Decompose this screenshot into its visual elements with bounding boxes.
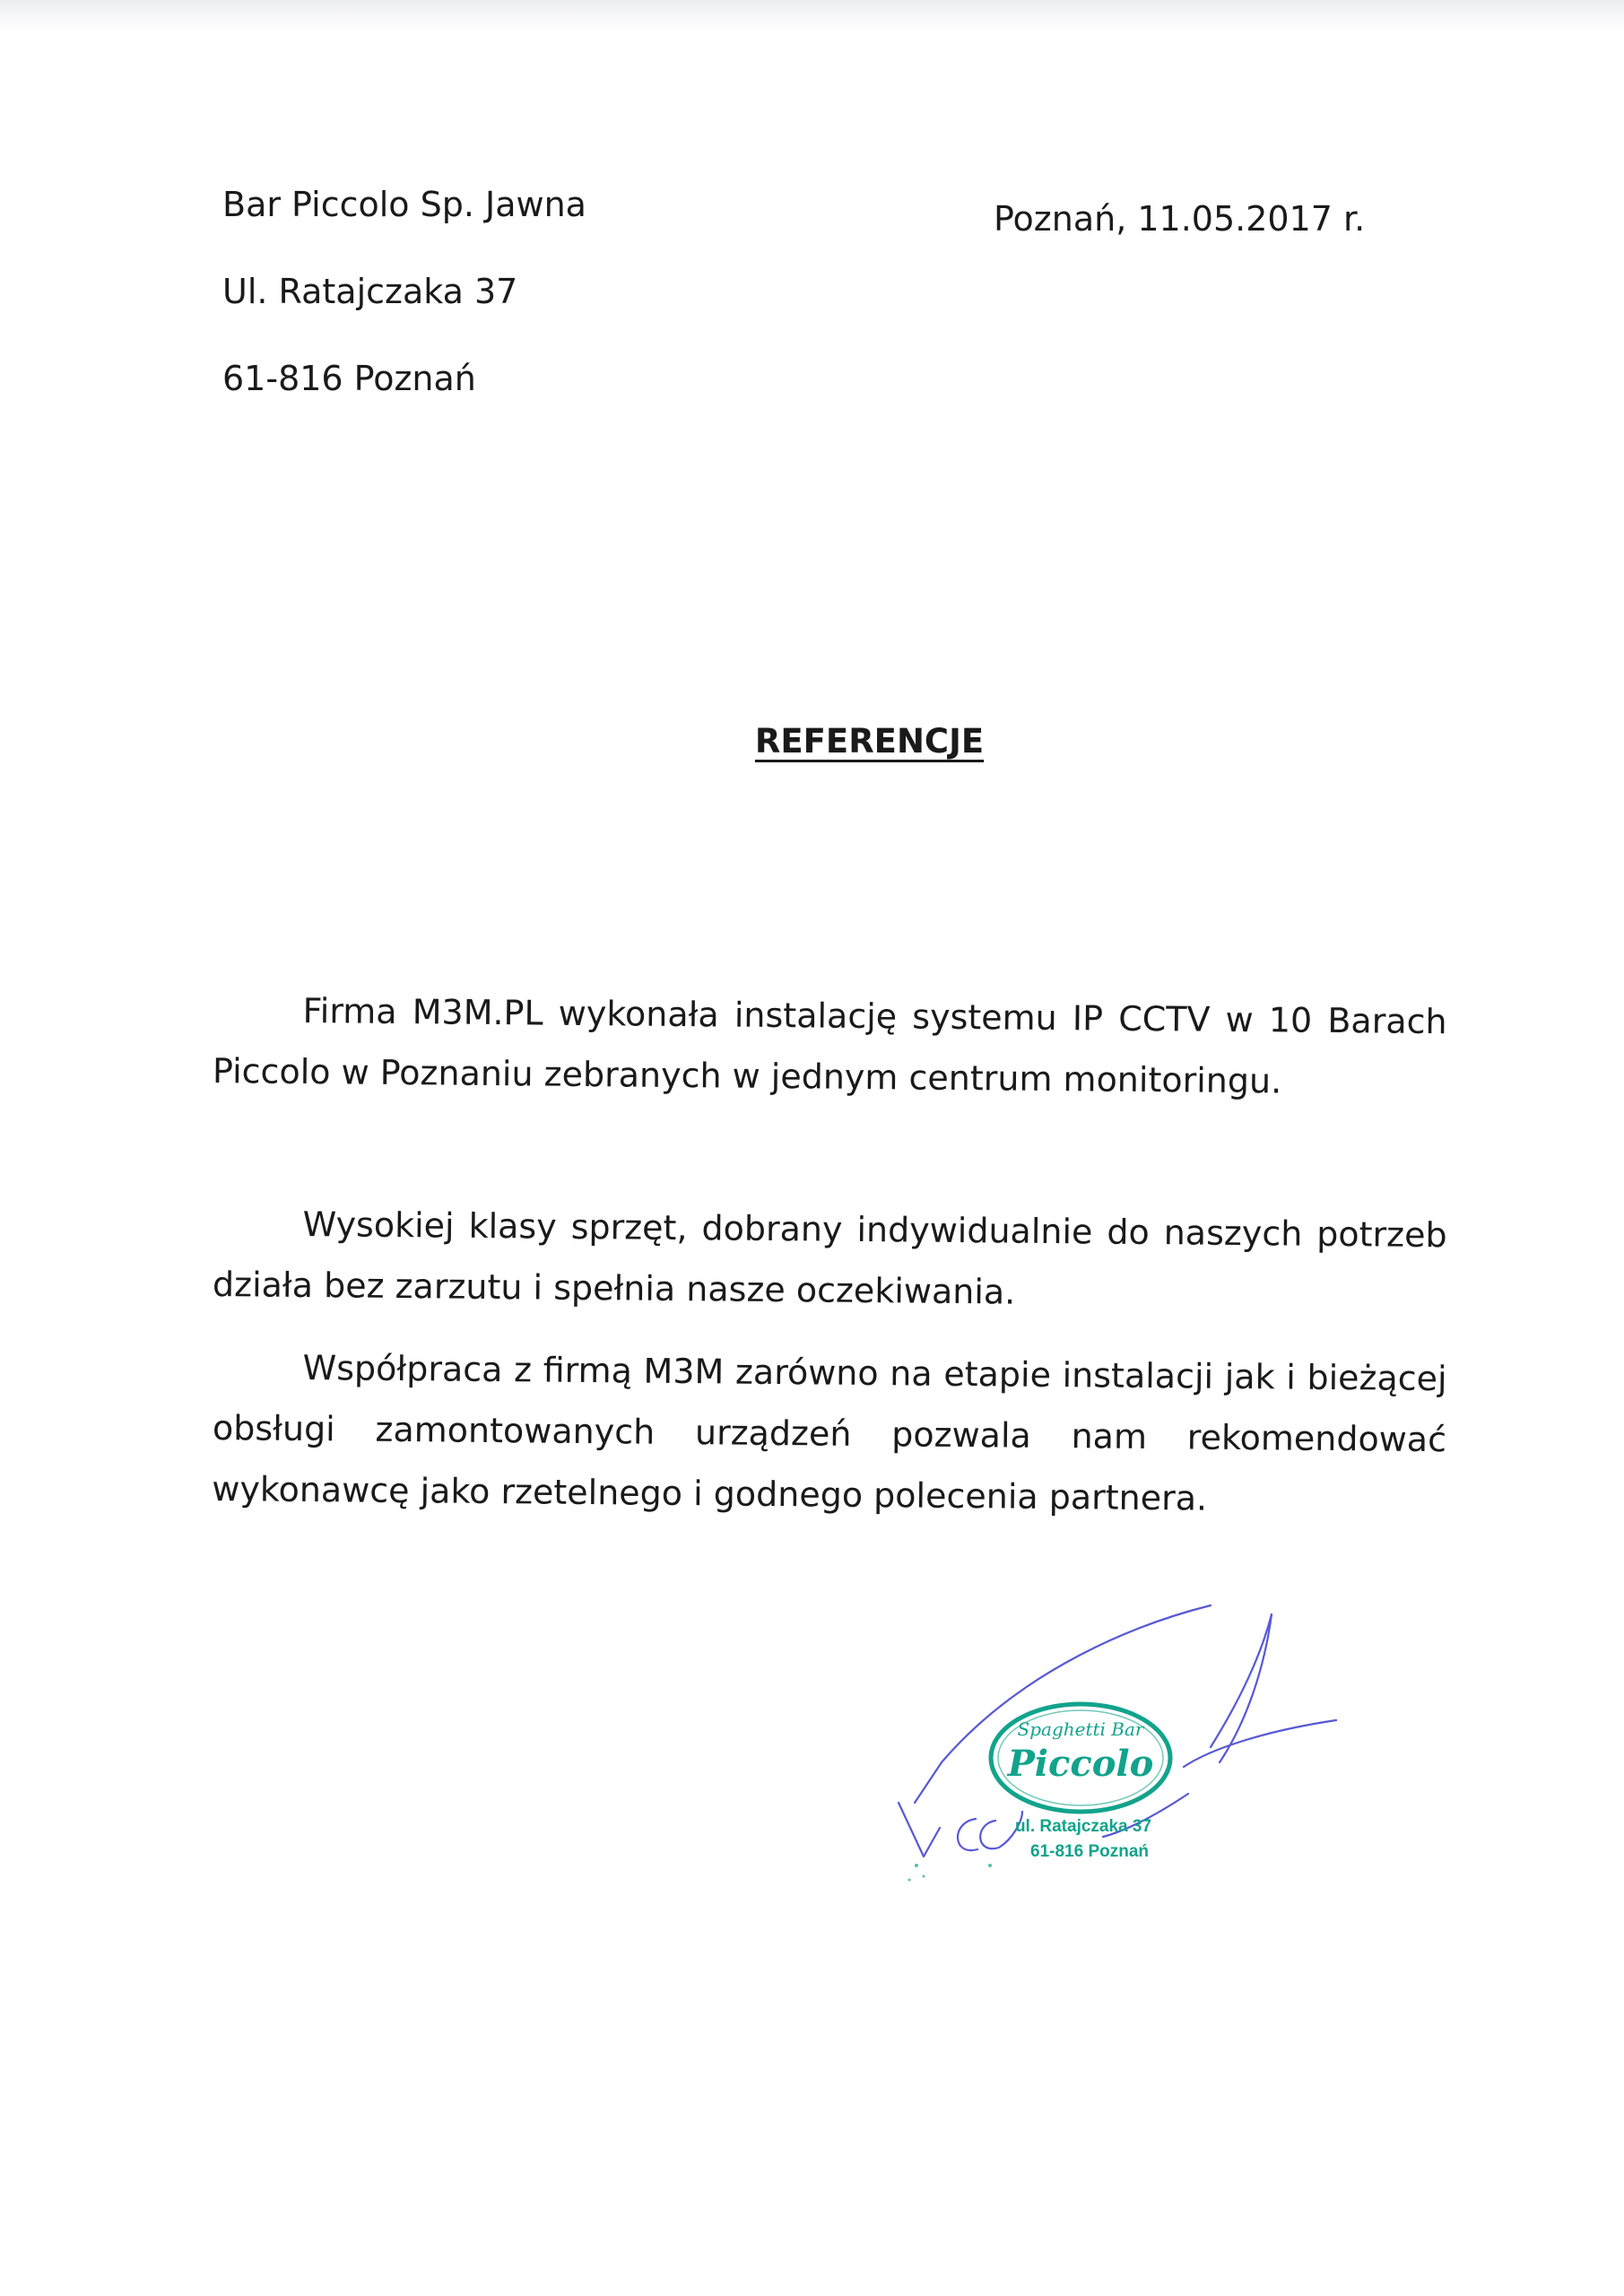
sender-city: 61-816 Poznań bbox=[222, 359, 476, 398]
letter-title-row bbox=[0, 719, 1624, 764]
sender-street: Ul. Ratajczaka 37 bbox=[222, 272, 518, 311]
stamp-address-line1: ul. Ratajczaka 37 bbox=[1014, 1817, 1152, 1836]
company-stamp bbox=[991, 1704, 1170, 1861]
stamp-name: Piccolo bbox=[1007, 1743, 1154, 1785]
stamp-script-line: Spaghetti Bar bbox=[1017, 1718, 1144, 1740]
letter-title: REFERENCJE bbox=[754, 722, 985, 761]
sender-company: Bar Piccolo Sp. Jawna bbox=[222, 185, 586, 224]
paragraph-1 bbox=[213, 979, 1447, 1113]
paragraph-text: Firma M3M.PL wykonała instalację systemu IP CCTV w 10 Barach Piccolo w Poznaniu zebranych w jednym centrum monitoringu. bbox=[212, 990, 1447, 1101]
paragraph-text: Współpraca z firmą M3M zarówno na etapie instalacji jak i bieżącej obsługi zamontowanych urządzeń pozwala nam rekomendować wykonawcę jako rzetelnego i godnego polecenia partnera. bbox=[212, 1347, 1447, 1518]
sender-address-block bbox=[222, 183, 586, 444]
paragraph-2 bbox=[213, 1193, 1447, 1326]
letter-date: Poznań, 11.05.2017 r. bbox=[994, 199, 1366, 239]
scan-edge-shadow bbox=[0, 0, 1624, 32]
stamp-speckles bbox=[908, 1864, 993, 1882]
paragraph-3 bbox=[212, 1336, 1447, 1531]
stamp-address-line2: 61-816 Poznań bbox=[1030, 1842, 1149, 1861]
signature-stamp-graphic bbox=[888, 1596, 1390, 1919]
stamp-and-signature bbox=[888, 1596, 1390, 1919]
paragraph-text: Wysokiej klasy sprzęt, dobrany indywidualnie do naszych potrzeb działa bez zarzutu i spełnia nasze oczekiwania. bbox=[212, 1204, 1447, 1312]
